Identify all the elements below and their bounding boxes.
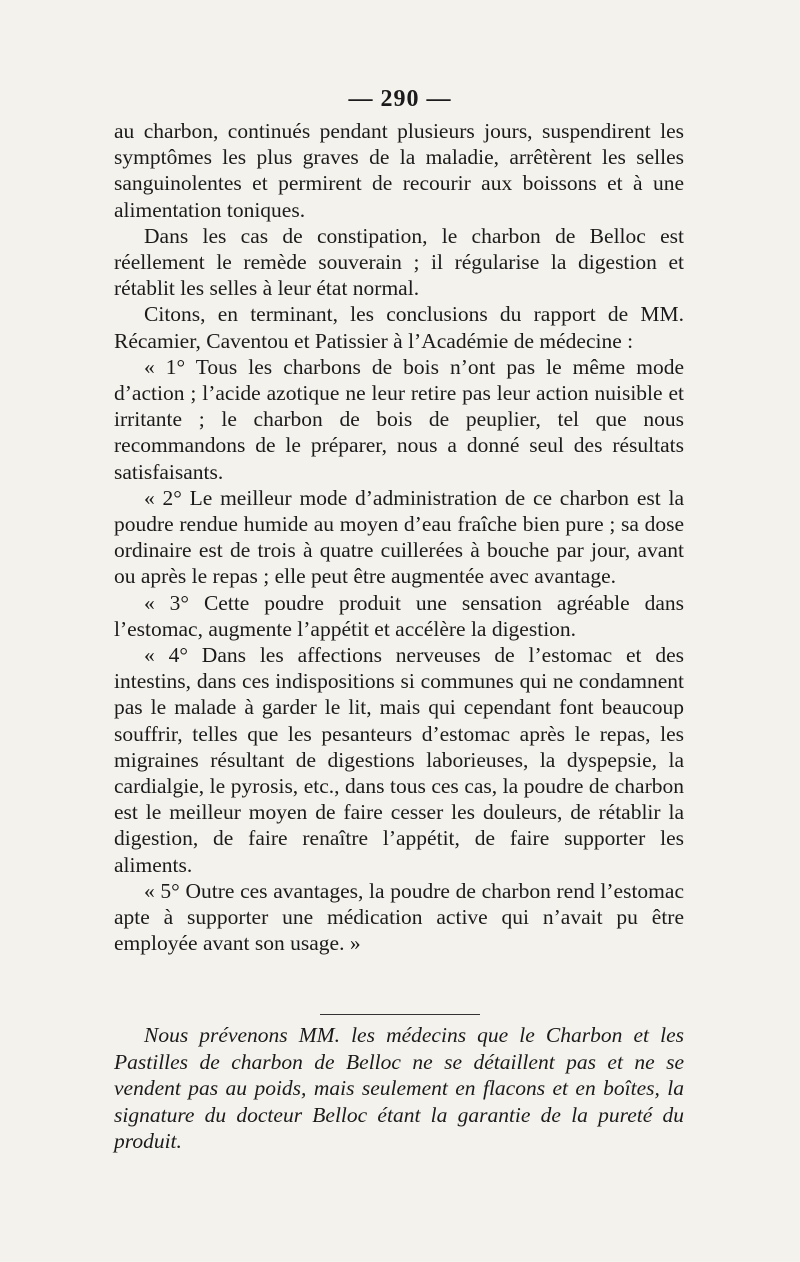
page-number: — 290 —: [348, 86, 452, 112]
main-text: [114, 118, 684, 957]
footnote-notice: Nous prévenons MM. les médecins que le Charbon et les Pastilles de charbon de Belloc ne se détaillent pas et ne se vendent pas au poids, mais seulement en flacons et en boîtes, la signature du docteur Belloc étant la garantie de la pureté du produit.: [114, 1023, 684, 1153]
paragraph-conclusion-5: « 5° Outre ces avantages, la poudre de charbon rend l’estomac apte à supporter une médication active qui n’avait pu être employée avant son usage. »: [114, 878, 684, 956]
paragraph-conclusion-4: « 4° Dans les affections nerveuses de l’estomac et des intestins, dans ces indispositions si communes qui ne condamnent pas le malade à garder le lit, mais qui cependant font beaucoup souffrir, telles que les pesanteurs d’estomac après le repas, les migraines résultant de digestions laborieuses, la dyspepsie, la cardialgie, le pyrosis, etc., dans tous ces cas, la poudre de charbon est le meilleur moyen de faire cesser les douleurs, de rétablir la digestion, de faire renaître l’appétit, de faire supporter les aliments.: [114, 643, 684, 877]
paragraph-conclusions-intro: Citons, en terminant, les conclusions du rapport de MM. Récamier, Caventou et Patissier à l’Académie de médecine :: [114, 302, 684, 353]
paragraph-conclusion-2: « 2° Le meilleur mode d’administration de ce charbon est la poudre rendue humide au moyen d’eau fraîche bien pure ; sa dose ordinaire est de trois à quatre cuillerées à bouche par jour, avant ou après le repas ; elle peut être augmentée avec avantage.: [114, 485, 684, 589]
paragraph-conclusion-3: « 3° Cette poudre produit une sensation agréable dans l’estomac, augmente l’appétit et accélère la digestion.: [114, 590, 684, 641]
paragraph-constipation: Dans les cas de constipation, le charbon de Belloc est réellement le remède souverain ; il régularise la digestion et rétablit les selles à leur état normal.: [114, 223, 684, 301]
paragraph-continued: au charbon, continués pendant plusieurs jours, suspendirent les symptômes les plus graves de la maladie, arrêtèrent les selles sanguinolentes et permirent de recourir aux boissons et à une alimentation toniques.: [114, 119, 684, 222]
footnote-divider: [320, 1014, 480, 1015]
paragraph-conclusion-1: « 1° Tous les charbons de bois n’ont pas le même mode d’action ; l’acide azotique ne leur retire pas leur action nuisible et irritante ; le charbon de bois de peuplier, tel que nous recommandons de le préparer, nous a donné seul des résultats satisfaisants.: [114, 354, 684, 484]
